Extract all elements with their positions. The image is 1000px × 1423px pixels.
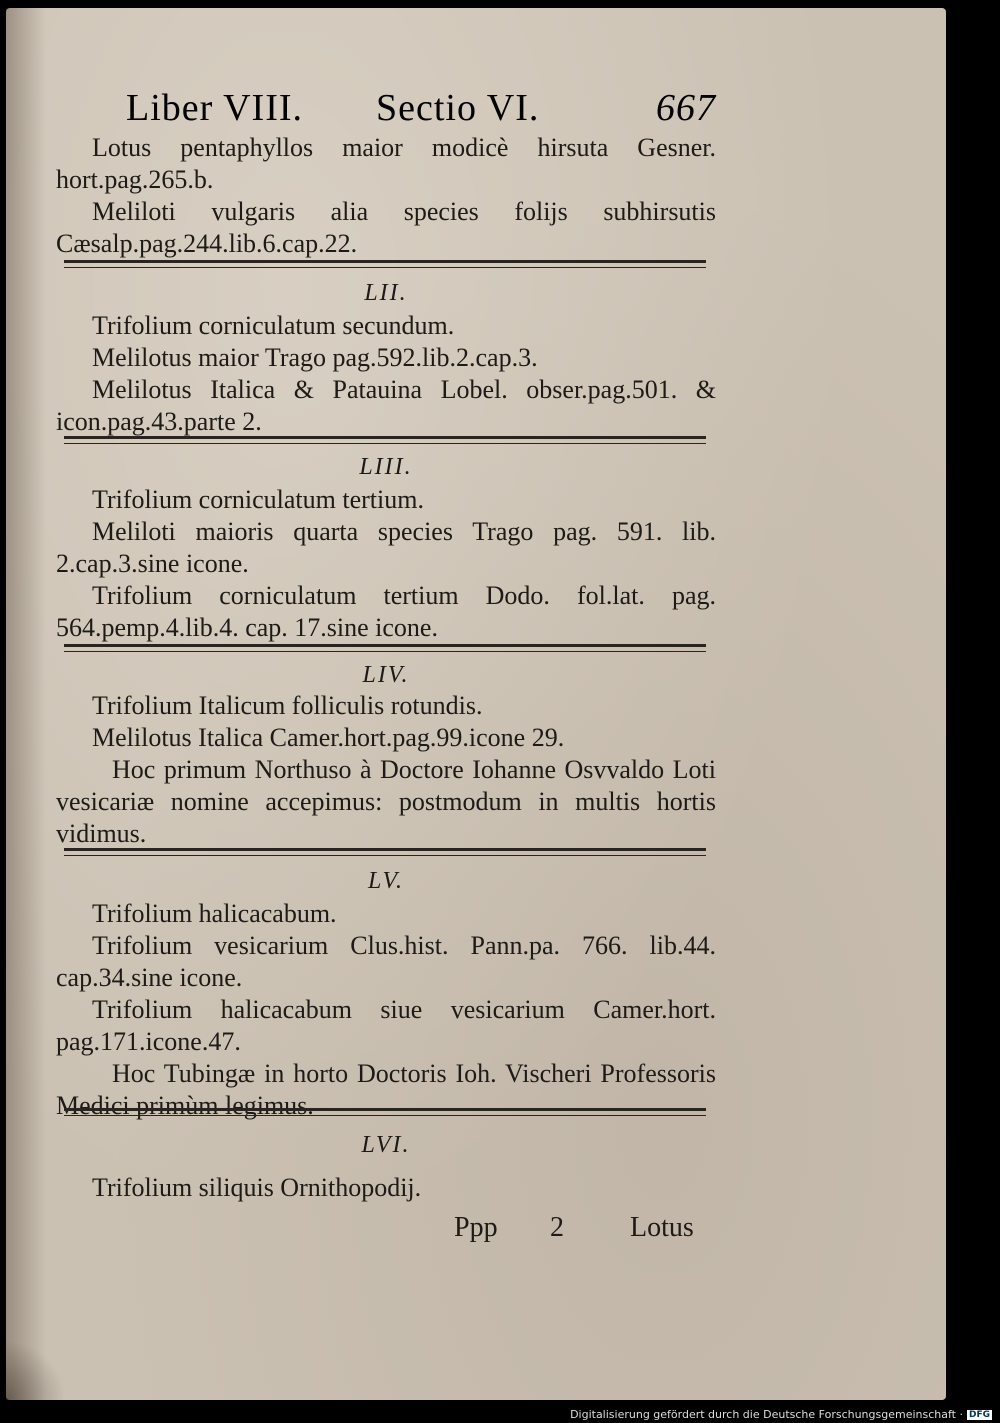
entry-text: Trifolium corniculatum tertium Dodo. fol.lat. pag. 564.pemp.4.lib.4. cap. 17.sine icone. [56, 581, 716, 642]
section-heading: LIV. [362, 662, 410, 688]
section-heading: LVI. [361, 1132, 411, 1158]
entry-text: Hoc Tubingæ in horto Doctoris Ioh. Vischeri Professoris Medici primùm legimus. [56, 1059, 716, 1120]
header-sectio: Sectio VI. [376, 87, 540, 129]
entry-text: Trifolium vesicarium Clus.hist. Pann.pa. 766. lib.44. cap.34.sine icone. [56, 931, 716, 992]
entry-text: Trifolium halicacabum siue vesicarium Camer.hort. pag.171.icone.47. [56, 995, 716, 1056]
dfg-logo: DFG [968, 1409, 990, 1420]
entry-text: Trifolium halicacabum. [92, 899, 337, 928]
section-rule [64, 260, 706, 268]
section-heading: LIII. [359, 454, 413, 480]
entry-text: Melilotus Italica & Patauina Lobel. obser.pag.501. & icon.pag.43.parte 2. [56, 375, 716, 436]
entry-text: Meliloti maioris quarta species Trago pag. 591. lib. 2.cap.3.sine icone. [56, 517, 716, 578]
entry-text: Hoc primum Northuso à Doctore Iohanne Osvvaldo Loti vesicariæ nomine accepimus: postmodum in multis hortis vidimus. [56, 755, 716, 848]
credit-text: Digitalisierung gefördert durch die Deutsche Forschungsgemeinschaft · [570, 1408, 963, 1421]
entry-text: Melilotus maior Trago pag.592.lib.2.cap.3. [92, 343, 538, 372]
entry-text: Melilotus Italica Camer.hort.pag.99.icone 29. [92, 723, 565, 752]
entry-text: Trifolium siliquis Ornithopodij. [92, 1173, 422, 1202]
section-rule [64, 1108, 706, 1116]
digitization-credit [570, 1408, 992, 1421]
section-rule [64, 644, 706, 652]
section-heading: LV. [367, 868, 405, 894]
signature-number: 2 [550, 1212, 564, 1243]
page-wear [6, 1340, 66, 1400]
header-liber: Liber VIII. [126, 87, 304, 129]
entry-text: Trifolium corniculatum secundum. [92, 311, 455, 340]
section-heading: LII. [364, 280, 408, 306]
catchword: Lotus [630, 1212, 694, 1243]
page-number: 667 [656, 87, 716, 129]
section-rule [64, 436, 706, 444]
signature-mark: Ppp [454, 1212, 498, 1243]
spine-shadow [6, 8, 46, 1400]
entry-text: Trifolium Italicum folliculis rotundis. [92, 691, 483, 720]
section-rule [64, 848, 706, 856]
entry-text: Lotus pentaphyllos maior modicè hirsuta Gesner. hort.pag.265.b. [56, 133, 716, 194]
entry-text: Meliloti vulgaris alia species folijs subhirsutis Cæsalp.pag.244.lib.6.cap.22. [56, 197, 716, 258]
book-page [6, 8, 946, 1400]
entry-text: Trifolium corniculatum tertium. [92, 485, 424, 514]
